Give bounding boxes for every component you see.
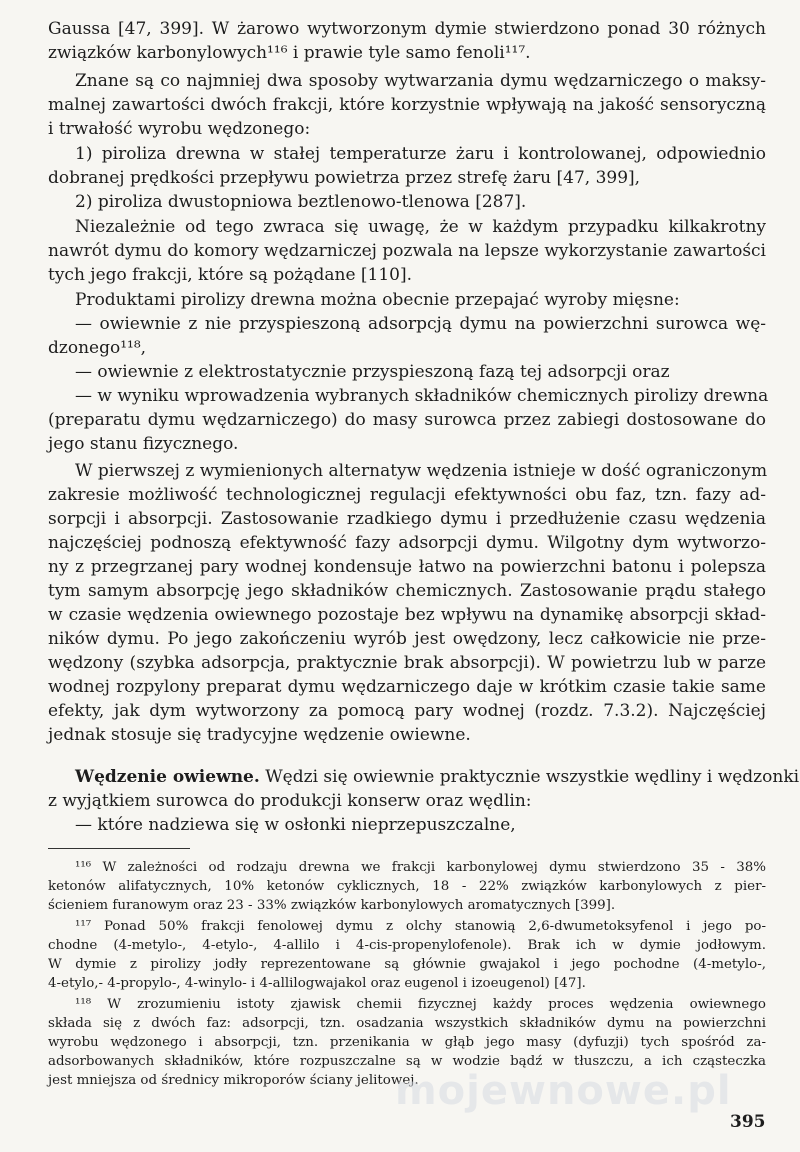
footnote-separator [48,848,190,849]
text-line: 2) piroliza dwustopniowa beztlenowo-tlenowa [287]. [75,192,527,212]
text-line: ny z przegrzanej pary wodnej kondensuje łatwo na powierzchni batonu i polepsza [48,557,766,577]
page-number: 395 [730,1112,766,1132]
footnote-line: ¹¹⁷ Ponad 50% frakcji fenolowej dymu z olchy stanowią 2,6-dwumetoksyfenol i jego po- [75,919,766,934]
text-line: dzonego¹¹⁸, [48,338,147,358]
text-line: — w wyniku wprowadzenia wybranych składników chemicznych pirolizy drewna [75,386,769,406]
text-line: — owiewnie z nie przyspieszoną adsorpcją dymu na powierzchni surowca wę- [75,314,766,334]
text-line: nawrót dymu do komory wędzarniczej pozwala na lepsze wykorzystanie zawartości [48,241,766,261]
text-line: tym samym absorpcję jego składników chemicznych. Zastosowanie prądu stałego [48,581,766,601]
text-line: ników dymu. Po jego zakończeniu wyrób jest owędzony, lecz całkowicie nie prze- [48,629,766,649]
text-line: malnej zawartości dwóch frakcji, które korzystnie wpływają na jakość sensoryczną [48,95,766,115]
text-line: (preparatu dymu wędzarniczego) do masy surowca przez zabiegi dostosowane do [48,410,766,430]
text-line: jego stanu fizycznego. [48,434,239,454]
footnote-line: ścieniem furanowym oraz 23 - 33% związków karbonylowych aromatycznych [399]. [48,898,616,913]
text-line: z wyjątkiem surowca do produkcji konserw oraz wędlin: [48,791,532,811]
text-line: zakresie możliwość technologicznej regulacji efektywności obu faz, tzn. fazy ad- [48,485,766,505]
text-line: wędzony (szybka adsorpcja, praktycznie brak absorpcji). W powietrzu lub w parze [48,653,766,673]
watermark: mojewnowe.pl [395,1068,732,1114]
footnote-line: wyrobu wędzonego i absorpcji, tzn. przenikania w głąb jego masy (dyfuzji) tych spośród za- [48,1035,766,1050]
text-line: — które nadziewa się w osłonki nieprzepuszczalne, [75,815,516,835]
text-run: Wędzi się owiewnie praktycznie wszystkie wędliny i wędzonki [259,767,800,787]
text-line: i trwałość wyrobu wędzonego: [48,119,311,139]
text-line: sorpcji i absorpcji. Zastosowanie rzadkiego dymu i przedłużenie czasu wędzenia [48,509,766,529]
footnote-line: chodne (4-metylo-, 4-etylo-, 4-allilo i 4-cis-propenylofenole). Brak ich w dymie jodłowym. [48,938,766,953]
footnote-line: składa się z dwóch faz: adsorpcji, tzn. osadzania wszystkich składników dymu na powierzchni [48,1016,766,1031]
text-line: 1) piroliza drewna w stałej temperaturze żaru i kontrolowanej, odpowiednio [75,144,766,164]
footnote-line: jest mniejsza od średnicy mikroporów ściany jelitowej. [48,1073,419,1088]
text-line: Produktami pirolizy drewna można obecnie przepajać wyroby mięsne: [75,290,680,310]
text-line: najczęściej podnoszą efektywność fazy adsorpcji dymu. Wilgotny dym wytworzo- [48,533,766,553]
text-line: wodnej rozpylony preparat dymu wędzarniczego daje w krótkim czasie takie same [48,677,766,697]
text-line: — owiewnie z elektrostatycznie przyspieszoną fazą tej adsorpcji oraz [75,362,670,382]
text-line: W pierwszej z wymienionych alternatyw wędzenia istnieje w dość ograniczonym [75,461,768,481]
text-line: dobranej prędkości przepływu powietrza przez strefę żaru [47, 399], [48,168,641,188]
text-line: tych jego frakcji, które są pożądane [110]. [48,265,413,285]
footnote-line: ¹¹⁶ W zależności od rodzaju drewna we frakcji karbonylowej dymu stwierdzono 35 - 38% [75,860,766,875]
footnote-line: ¹¹⁸ W zrozumieniu istoty zjawisk chemii fizycznej każdy proces wędzenia owiewnego [75,997,766,1012]
text-line: Niezależnie od tego zwraca się uwagę, że w każdym przypadku kilkakrotny [75,217,766,237]
text-line: efekty, jak dym wytworzony za pomocą pary wodnej (rozdz. 7.3.2). Najczęściej [48,701,766,721]
footnote-line: ketonów alifatycznych, 10% ketonów cyklicznych, 18 - 22% związków karbonylowych z pier- [48,879,766,894]
text-line: jednak stosuje się tradycyjne wędzenie owiewne. [48,725,471,745]
text-line: związków karbonylowych¹¹⁶ i prawie tyle samo fenoli¹¹⁷. [48,43,531,63]
section-heading: Wędzenie owiewne. [75,767,260,787]
text-line: w czasie wędzenia owiewnego pozostaje bez wpływu na dynamikę absorpcji skład- [48,605,766,625]
footnote-line: W dymie z pirolizy jodły reprezentowane są głównie gwajakol i jego pochodne (4-metylo-, [48,957,766,972]
text-line: Gaussa [47, 399]. W żarowo wytworzonym dymie stwierdzono ponad 30 różnych [48,19,766,39]
text-line [75,766,800,788]
footnote-line: 4-etylo,- 4-propylo-, 4-winylo- i 4-allilogwajakol oraz eugenol i izoeugenol) [47]. [48,976,586,991]
footnote-line: adsorbowanych składników, które rozpuszczalne są w wodzie bądź w tłuszczu, a ich cząsteczka [48,1054,766,1069]
text-line: Znane są co najmniej dwa sposoby wytwarzania dymu wędzarniczego o maksy- [75,71,766,91]
